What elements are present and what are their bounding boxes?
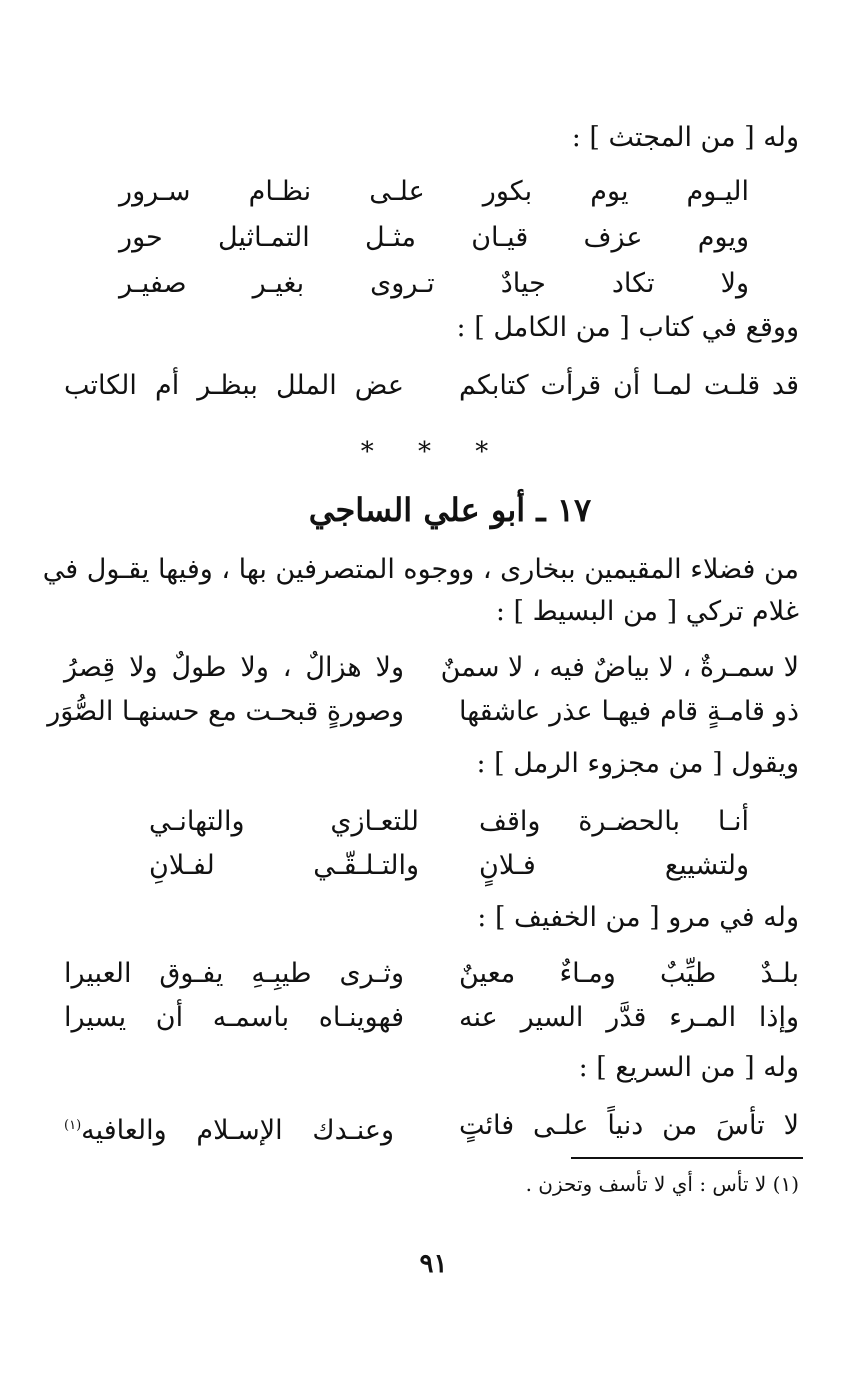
poem-word: نظـام (248, 176, 312, 207)
verse-hemistich-right: قد قلـت لمـا أن قرأت كتابكم (459, 370, 799, 401)
poem-word: مثـل (364, 222, 416, 253)
footnote: (١) لا تأس : أي لا تأسف وتحزن . (525, 1172, 799, 1196)
poem-word: سـرور (119, 176, 191, 207)
poem-row-2 (119, 218, 749, 258)
verse-hemistich-left (64, 1106, 394, 1151)
poem-word: تكاد (611, 268, 655, 299)
verse-line (64, 1106, 799, 1151)
verse-hemistich-right: وإذا المـرء قدَّر السير عنه (459, 1002, 799, 1033)
verse-hemistich-right (479, 846, 749, 886)
poem-word: ولا (720, 268, 749, 299)
poem-word: علـى (369, 176, 425, 207)
verse-line (64, 366, 799, 406)
verse-hemistich-left: ولا هزالٌ ، ولا طولٌ ولا قِصرُ (64, 652, 404, 683)
verse-text: وعنـدك الإسـلام والعافيه (81, 1115, 394, 1146)
verse-hemistich-left: وثـرى طيبِـهِ يفـوق العبيرا (64, 958, 404, 989)
poem-word: جيادٌ (500, 268, 546, 299)
verse-word: والتـلـقّـي (313, 850, 419, 881)
verse-hemistich-right: لا سمـرةٌ ، لا بياضٌ فيه ، لا سمنٌ (440, 652, 799, 683)
footnote-marker: (١) (64, 1118, 82, 1133)
biography-line-2: غلام تركي [ من البسيط ] : (495, 596, 799, 627)
verse-word: لفـلانِ (149, 850, 215, 881)
verse-word: أنـا (717, 806, 749, 837)
poem-word: صفيـر (119, 268, 187, 299)
poem-word: بكور (482, 176, 533, 207)
verse-hemistich-right: لا تأسَ من دنياً علـى فائتٍ (459, 1110, 799, 1141)
poem-word: حور (119, 222, 163, 253)
verse-line (64, 648, 799, 688)
verse-line (64, 998, 799, 1038)
intro-line-kamil: ووقع في كتاب [ من الكامل ] : (456, 312, 799, 343)
verse-line (64, 954, 799, 994)
verse-word: واقف (479, 806, 541, 837)
poem-word: بغيـر (252, 268, 305, 299)
verse-line (149, 802, 749, 842)
poem-word: تـروى (370, 268, 435, 299)
verse-line (149, 846, 749, 886)
poem-word: قيـان (471, 222, 529, 253)
verse-hemistich-right: بلـدٌ طيِّبٌ ومـاءٌ معينٌ (459, 958, 799, 989)
biography-line-1: من فضلاء المقيمين ببخارى ، ووجوه المتصرفين بها ، وفيها يقـول في (42, 554, 799, 585)
verse-word: للتعـازي (330, 806, 419, 837)
verse-hemistich-right (479, 802, 749, 842)
verse-hemistich-left (149, 846, 419, 886)
verse-hemistich-left (149, 802, 419, 842)
intro-line-ramal: ويقول [ من مجزوء الرمل ] : (476, 748, 799, 779)
poem-word: اليـوم (686, 176, 749, 207)
section-separator: * * * (360, 437, 507, 467)
verse-line (47, 692, 799, 732)
poem-row-1 (119, 172, 749, 212)
intro-line-mujtath: وله [ من المجتث ] : (571, 122, 799, 153)
verse-word: فـلانٍ (479, 850, 536, 881)
verse-hemistich-left: فهوينـاه باسمـه أن يسيرا (64, 1002, 404, 1033)
poem-row-3 (119, 264, 749, 304)
poem-word: يوم (590, 176, 629, 207)
verse-word: والتهانـي (149, 806, 245, 837)
poem-word: ويوم (697, 222, 749, 253)
poem-word: عزف (583, 222, 643, 253)
intro-line-khafif: وله في مرو [ من الخفيف ] : (477, 902, 799, 933)
verse-hemistich-left: وصورةٍ قبحـت مع حسنهـا الصُّوَر (47, 696, 404, 727)
verse-word: بالحضـرة (578, 806, 681, 837)
verse-word: ولتشييع (664, 850, 749, 881)
section-heading: ١٧ ـ أبو علي الساجي (308, 491, 592, 529)
intro-line-sari: وله [ من السريع ] : (578, 1052, 799, 1083)
verse-hemistich-right: ذو قامـةٍ قام فيهـا عذر عاشقها (459, 696, 799, 727)
poem-word: التمـاثيل (217, 222, 310, 253)
verse-hemistich-left: عض الملل ببظـر أم الكاتب (64, 370, 404, 401)
footnote-divider (571, 1157, 803, 1159)
page-number: ٩١ (419, 1249, 448, 1279)
